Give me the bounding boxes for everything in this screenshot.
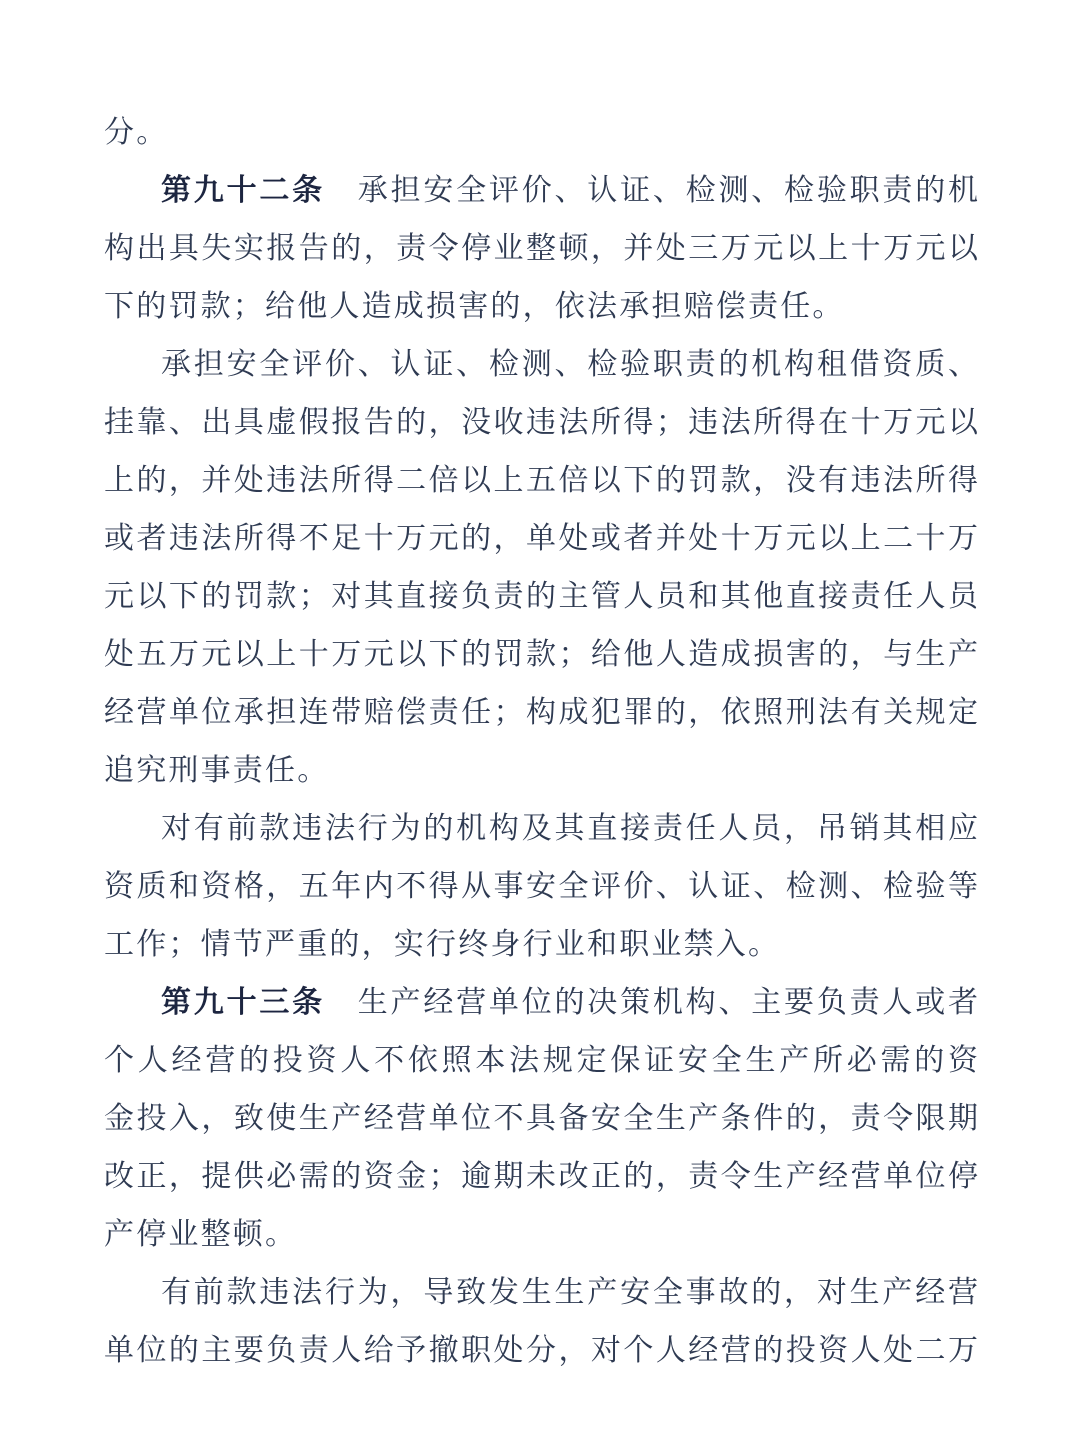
- text-line: [104, 1206, 978, 1264]
- line-text: 分。: [104, 116, 169, 149]
- line-text: 承担安全评价、认证、检测、检验职责的机: [324, 174, 979, 207]
- line-text: 元以下的罚款；对其直接负责的主管人员和其他直接责任人员: [104, 580, 978, 613]
- line-text: 产停业整顿。: [104, 1218, 298, 1251]
- text-line: [104, 336, 978, 394]
- line-text: 挂靠、出具虚假报告的，没收违法所得；违法所得在十万元以: [104, 406, 978, 439]
- line-text: 处五万元以上十万元以下的罚款；给他人造成损害的，与生产: [104, 638, 978, 671]
- text-line: [104, 1322, 978, 1380]
- article-number: 第九十三条: [161, 986, 325, 1019]
- line-text: 个人经营的投资人不依照本法规定保证安全生产所必需的资: [104, 1044, 978, 1077]
- line-text: 追究刑事责任。: [104, 754, 330, 787]
- line-text: 下的罚款；给他人造成损害的，依法承担赔偿责任。: [104, 290, 845, 323]
- line-text: 金投入，致使生产经营单位不具备安全生产条件的，责令限期: [104, 1102, 978, 1135]
- line-text: 资质和资格，五年内不得从事安全评价、认证、检测、检验等: [104, 870, 978, 903]
- text-line: [104, 800, 978, 858]
- text-line: [104, 510, 978, 568]
- line-text: 单位的主要负责人给予撤职处分，对个人经营的投资人处二万: [104, 1334, 978, 1367]
- document-body: [104, 104, 978, 1380]
- text-line: [104, 1032, 978, 1090]
- line-text: 上的，并处违法所得二倍以上五倍以下的罚款，没有违法所得: [104, 464, 978, 497]
- line-text: 有前款违法行为，导致发生生产安全事故的，对生产经营: [161, 1276, 978, 1309]
- line-text: 生产经营单位的决策机构、主要负责人或者: [324, 986, 979, 1019]
- text-line: [104, 162, 978, 220]
- line-text: 或者违法所得不足十万元的，单处或者并处十万元以上二十万: [104, 522, 978, 555]
- text-line: [104, 974, 978, 1032]
- line-text: 承担安全评价、认证、检测、检验职责的机构租借资质、: [161, 348, 978, 381]
- text-line: [104, 568, 978, 626]
- text-line: [104, 742, 978, 800]
- text-line: [104, 394, 978, 452]
- text-line: [104, 104, 978, 162]
- article-number: 第九十二条: [161, 174, 325, 207]
- text-line: [104, 452, 978, 510]
- text-line: [104, 1264, 978, 1322]
- text-line: [104, 858, 978, 916]
- line-text: 经营单位承担连带赔偿责任；构成犯罪的，依照刑法有关规定: [104, 696, 978, 729]
- line-text: 工作；情节严重的，实行终身行业和职业禁入。: [104, 928, 781, 961]
- text-line: [104, 1090, 978, 1148]
- text-line: [104, 220, 978, 278]
- text-line: [104, 916, 978, 974]
- text-line: [104, 684, 978, 742]
- line-text: 构出具失实报告的，责令停业整顿，并处三万元以上十万元以: [104, 232, 978, 265]
- text-line: [104, 278, 978, 336]
- text-line: [104, 1148, 978, 1206]
- text-line: [104, 626, 978, 684]
- line-text: 对有前款违法行为的机构及其直接责任人员，吊销其相应: [161, 812, 978, 845]
- line-text: 改正，提供必需的资金；逾期未改正的，责令生产经营单位停: [104, 1160, 978, 1193]
